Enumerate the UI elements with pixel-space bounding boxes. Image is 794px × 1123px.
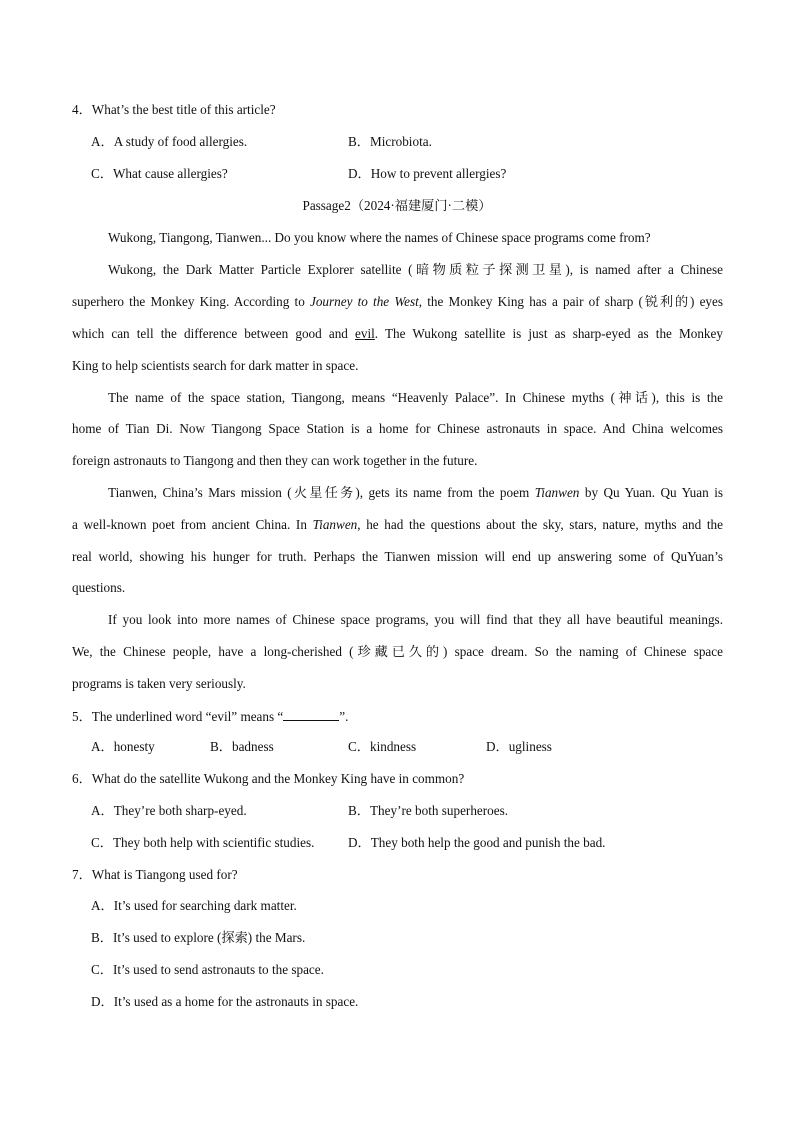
paragraph-2-line-2 — [72, 294, 723, 310]
question-6-stem: 6．What do the satellite Wukong and the Monkey King have in common? — [72, 771, 465, 786]
question-5-option-a[interactable]: A．honesty — [91, 739, 155, 754]
paragraph-2-line-3 — [72, 326, 723, 342]
paragraph-2-text: which can tell the difference between good and — [72, 326, 356, 341]
paragraph-2-text: , the Monkey King has a pair of sharp (锐利的) eyes — [418, 294, 724, 309]
question-4-stem: 4．What’s the best title of this article? — [72, 102, 276, 117]
poem-title: Tianwen — [312, 517, 358, 532]
question-4-option-b[interactable]: B．Microbiota. — [348, 134, 432, 149]
question-6-option-c[interactable]: C．They both help with scientific studies. — [91, 835, 315, 850]
question-5-option-c[interactable]: C．kindness — [348, 739, 417, 754]
question-5-stem-end: ”. — [339, 709, 349, 724]
paragraph-4-line-4: questions. — [72, 580, 126, 595]
paragraph-2-text: superhero the Monkey King. According to — [72, 294, 310, 309]
paragraph-5-line-3: programs is taken very seriously. — [72, 676, 246, 691]
answer-blank — [283, 708, 339, 721]
question-6-option-b[interactable]: B．They’re both superheroes. — [348, 803, 509, 818]
paragraph-3-line-1: The name of the space station, Tiangong, means “Heavenly Palace”. In Chinese myths (神话), this is the — [108, 390, 723, 405]
paragraph-2-line-4: King to help scientists search for dark matter in space. — [72, 358, 359, 373]
question-5-option-b[interactable]: B．badness — [210, 739, 274, 754]
question-7-option-c[interactable]: C．It’s used to send astronauts to the space. — [91, 962, 324, 977]
paragraph-2-text: . The Wukong satellite is just as sharp-eyed as the Monkey — [374, 326, 723, 341]
question-7-option-a[interactable]: A．It’s used for searching dark matter. — [91, 898, 297, 913]
paragraph-4-text: by Qu Yuan. Qu Yuan is — [579, 485, 723, 500]
question-4-option-c[interactable]: C．What cause allergies? — [91, 166, 228, 181]
paragraph-1: Wukong, Tiangong, Tianwen... Do you know where the names of Chinese space programs come from? — [108, 230, 651, 245]
poem-title: Tianwen — [534, 485, 580, 500]
paragraph-4-line-3: real world, showing his hunger for truth. Perhaps the Tianwen mission will end up answering some of QuYuan’s — [72, 549, 723, 564]
book-title: Journey to the West — [309, 294, 419, 309]
question-7-option-d[interactable]: D．It’s used as a home for the astronauts in space. — [91, 994, 359, 1009]
question-4-option-d[interactable]: D．How to prevent allergies? — [348, 166, 507, 181]
passage-title: Passage2（2024·福建厦门·二模） — [302, 198, 492, 213]
paragraph-4-line-2 — [72, 517, 723, 533]
paragraph-4-line-1 — [108, 485, 723, 501]
paragraph-5-line-2: We, the Chinese people, have a long-cherished (珍藏已久的) space dream. So the naming of Chinese space — [72, 644, 723, 659]
question-5-stem-text: 5．The underlined word “evil” means “ — [72, 709, 284, 724]
question-6-option-d[interactable]: D．They both help the good and punish the bad. — [348, 835, 606, 850]
paragraph-4-text: Tianwen, China’s Mars mission (火星任务), gets its name from the poem — [108, 485, 535, 500]
question-5-stem — [72, 708, 348, 725]
question-7-option-b[interactable]: B．It’s used to explore (探索) the Mars. — [91, 930, 306, 945]
question-4-option-a[interactable]: A．A study of food allergies. — [91, 134, 248, 149]
underlined-word-evil: evil — [355, 326, 375, 341]
question-5-option-d[interactable]: D．ugliness — [486, 739, 552, 754]
paragraph-4-text: a well-known poet from ancient China. In — [72, 517, 313, 532]
paragraph-5-line-1: If you look into more names of Chinese space programs, you will find that they all have beautiful meanings. — [108, 612, 723, 627]
paragraph-3-line-3: foreign astronauts to Tiangong and then they can work together in the future. — [72, 453, 478, 468]
paragraph-2-line-1: Wukong, the Dark Matter Particle Explorer satellite (暗物质粒子探测卫星), is named after a Chinese — [108, 262, 723, 277]
question-6-option-a[interactable]: A．They’re both sharp-eyed. — [91, 803, 247, 818]
question-7-stem: 7．What is Tiangong used for? — [72, 867, 238, 882]
paragraph-3-line-2: home of Tian Di. Now Tiangong Space Station is a home for Chinese astronauts in space. And China welcomes — [72, 421, 723, 436]
paragraph-4-text: , he had the questions about the sky, stars, nature, myths and the — [357, 517, 723, 532]
